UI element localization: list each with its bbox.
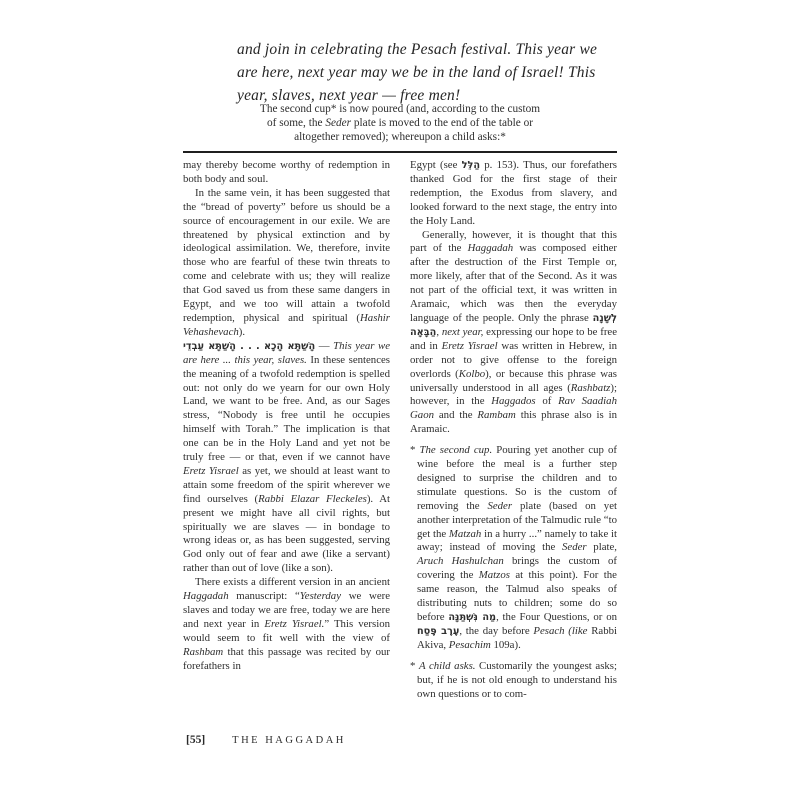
page-footer — [186, 734, 346, 746]
section-divider-rule — [183, 151, 617, 153]
commentary-paragraph: In the same vein, it has been suggested that the “bread of poverty” before us should be a source of encouragement in our exile. We are threatened by physical extinction and by ideological assimilation. We, therefore, invite those who are fearful of these twin threats to come and celebrate with us; they will realize that God saved us from these same dangers in Egypt, and we too will attain a twofold redemption, physical and spiritual (Hashir Vehashevach). — [183, 186, 390, 338]
commentary-paragraph: Generally, however, it is thought that this part of the Haggadah was composed either after the destruction of the First Temple or, more likely, after that of the Second. As it was not part of the official text, it was written in Aramaic, which was then the everyday language of the people. Only the phrase לְשָׁנָה הַבָּאָה, next year, expressing our hope to be free and in Eretz Yisrael was written in Hebrew, in order not to give offense to the foreign overlords (Kolbo), or because this phrase was universally understood in all ages (Rashbatz); however, in the Haggados of Rav Saadiah Gaon and the Rambam this phrase also is in Aramaic. — [410, 228, 617, 436]
seder-instruction — [183, 102, 617, 144]
instruction-line-1: The second cup* is now poured (and, according to the custom — [259, 103, 541, 115]
page-number: [55] — [186, 734, 206, 746]
instruction-line-3: altogether removed); whereupon a child asks:* — [294, 131, 506, 143]
commentary-paragraph-hebrew-lead: הָשַׁתָּא הָכָא . . . הָשַׁתָּא עַבְדֵי — This year we are here ... this year, slaves. In these sentences the meaning of a twofold redemption is spelled out: not only do we yearn for our own Holy Land, we want to be free. And, as our Sages stress, “Nobody is free until he occupies himself with Torah.” The implication is that one can be in the Holy Land and yet not be truly free — or that, even if we cannot have Eretz Yisrael as yet, we should at least want to attain some freedom of the spirit wherever we find ourselves (Rabbi Elazar Fleckeles). At present we might have all civil rights, but spiritually we are slaves — in bondage to wrong ideas or, as has been suggested, serving God only out of fear and awe (like a servant) rather than out of love (like a son). — [183, 339, 391, 575]
commentary-paragraph: may thereby become worthy of redemption in both body and soul. — [183, 159, 390, 185]
instruction-line-2: of some, the Seder plate is moved to the end of the table or — [266, 117, 534, 129]
haggadah-translation-heading — [237, 38, 627, 107]
commentary-paragraph: Egypt (see הַלֵּל p. 153). Thus, our forefathers thanked God for the first stage of their redemption, the Exodus from slavery, and looked forward to the next stage, the entry into the Holy Land. — [410, 159, 617, 227]
footnote-child-asks: * A child asks. Customarily the youngest asks; but, if he is not old enough to understand his own questions or to com- — [410, 659, 617, 700]
footnote-second-cup: * The second cup. Pouring yet another cup of wine before the meal is a further step designed to surprise the children and to stimulate questions. So is the custom of removing the Seder plate (based on yet another interpretation of the Talmudic rule “to get the Matzah in a hurry ...” namely to take it away; instead of moving the Seder plate, Aruch Hashulchan brings the custom of covering the Matzos at this point). For the same reason, the Talmud also speaks of distributing nuts to children; some do so before מַה נִּשְׁתַּנָּה, the Four Questions, or on עֶרֶב פֶּסַח, the day before Pesach (like Rabbi Akiva, Pesachim 109a). — [410, 444, 617, 651]
heading-line-3: year, slaves, next year — free men! — [237, 87, 461, 104]
book-title: THE HAGGADAH — [232, 735, 346, 746]
commentary-column-right — [410, 159, 617, 701]
commentary-paragraph: There exists a different version in an ancient Haggadah manuscript: “Yesterday we were slaves and today we are free, today we are here and next year in Eretz Yisrael.” This version would seem to fit well with the view of Rashbam that this passage was recited by our forefathers in — [183, 576, 390, 672]
heading-line-2: are here, next year may we be in the land of Israel! This — [237, 64, 596, 81]
commentary-column-left — [183, 159, 390, 674]
heading-line-1: and join in celebrating the Pesach festival. This year we — [237, 41, 598, 58]
